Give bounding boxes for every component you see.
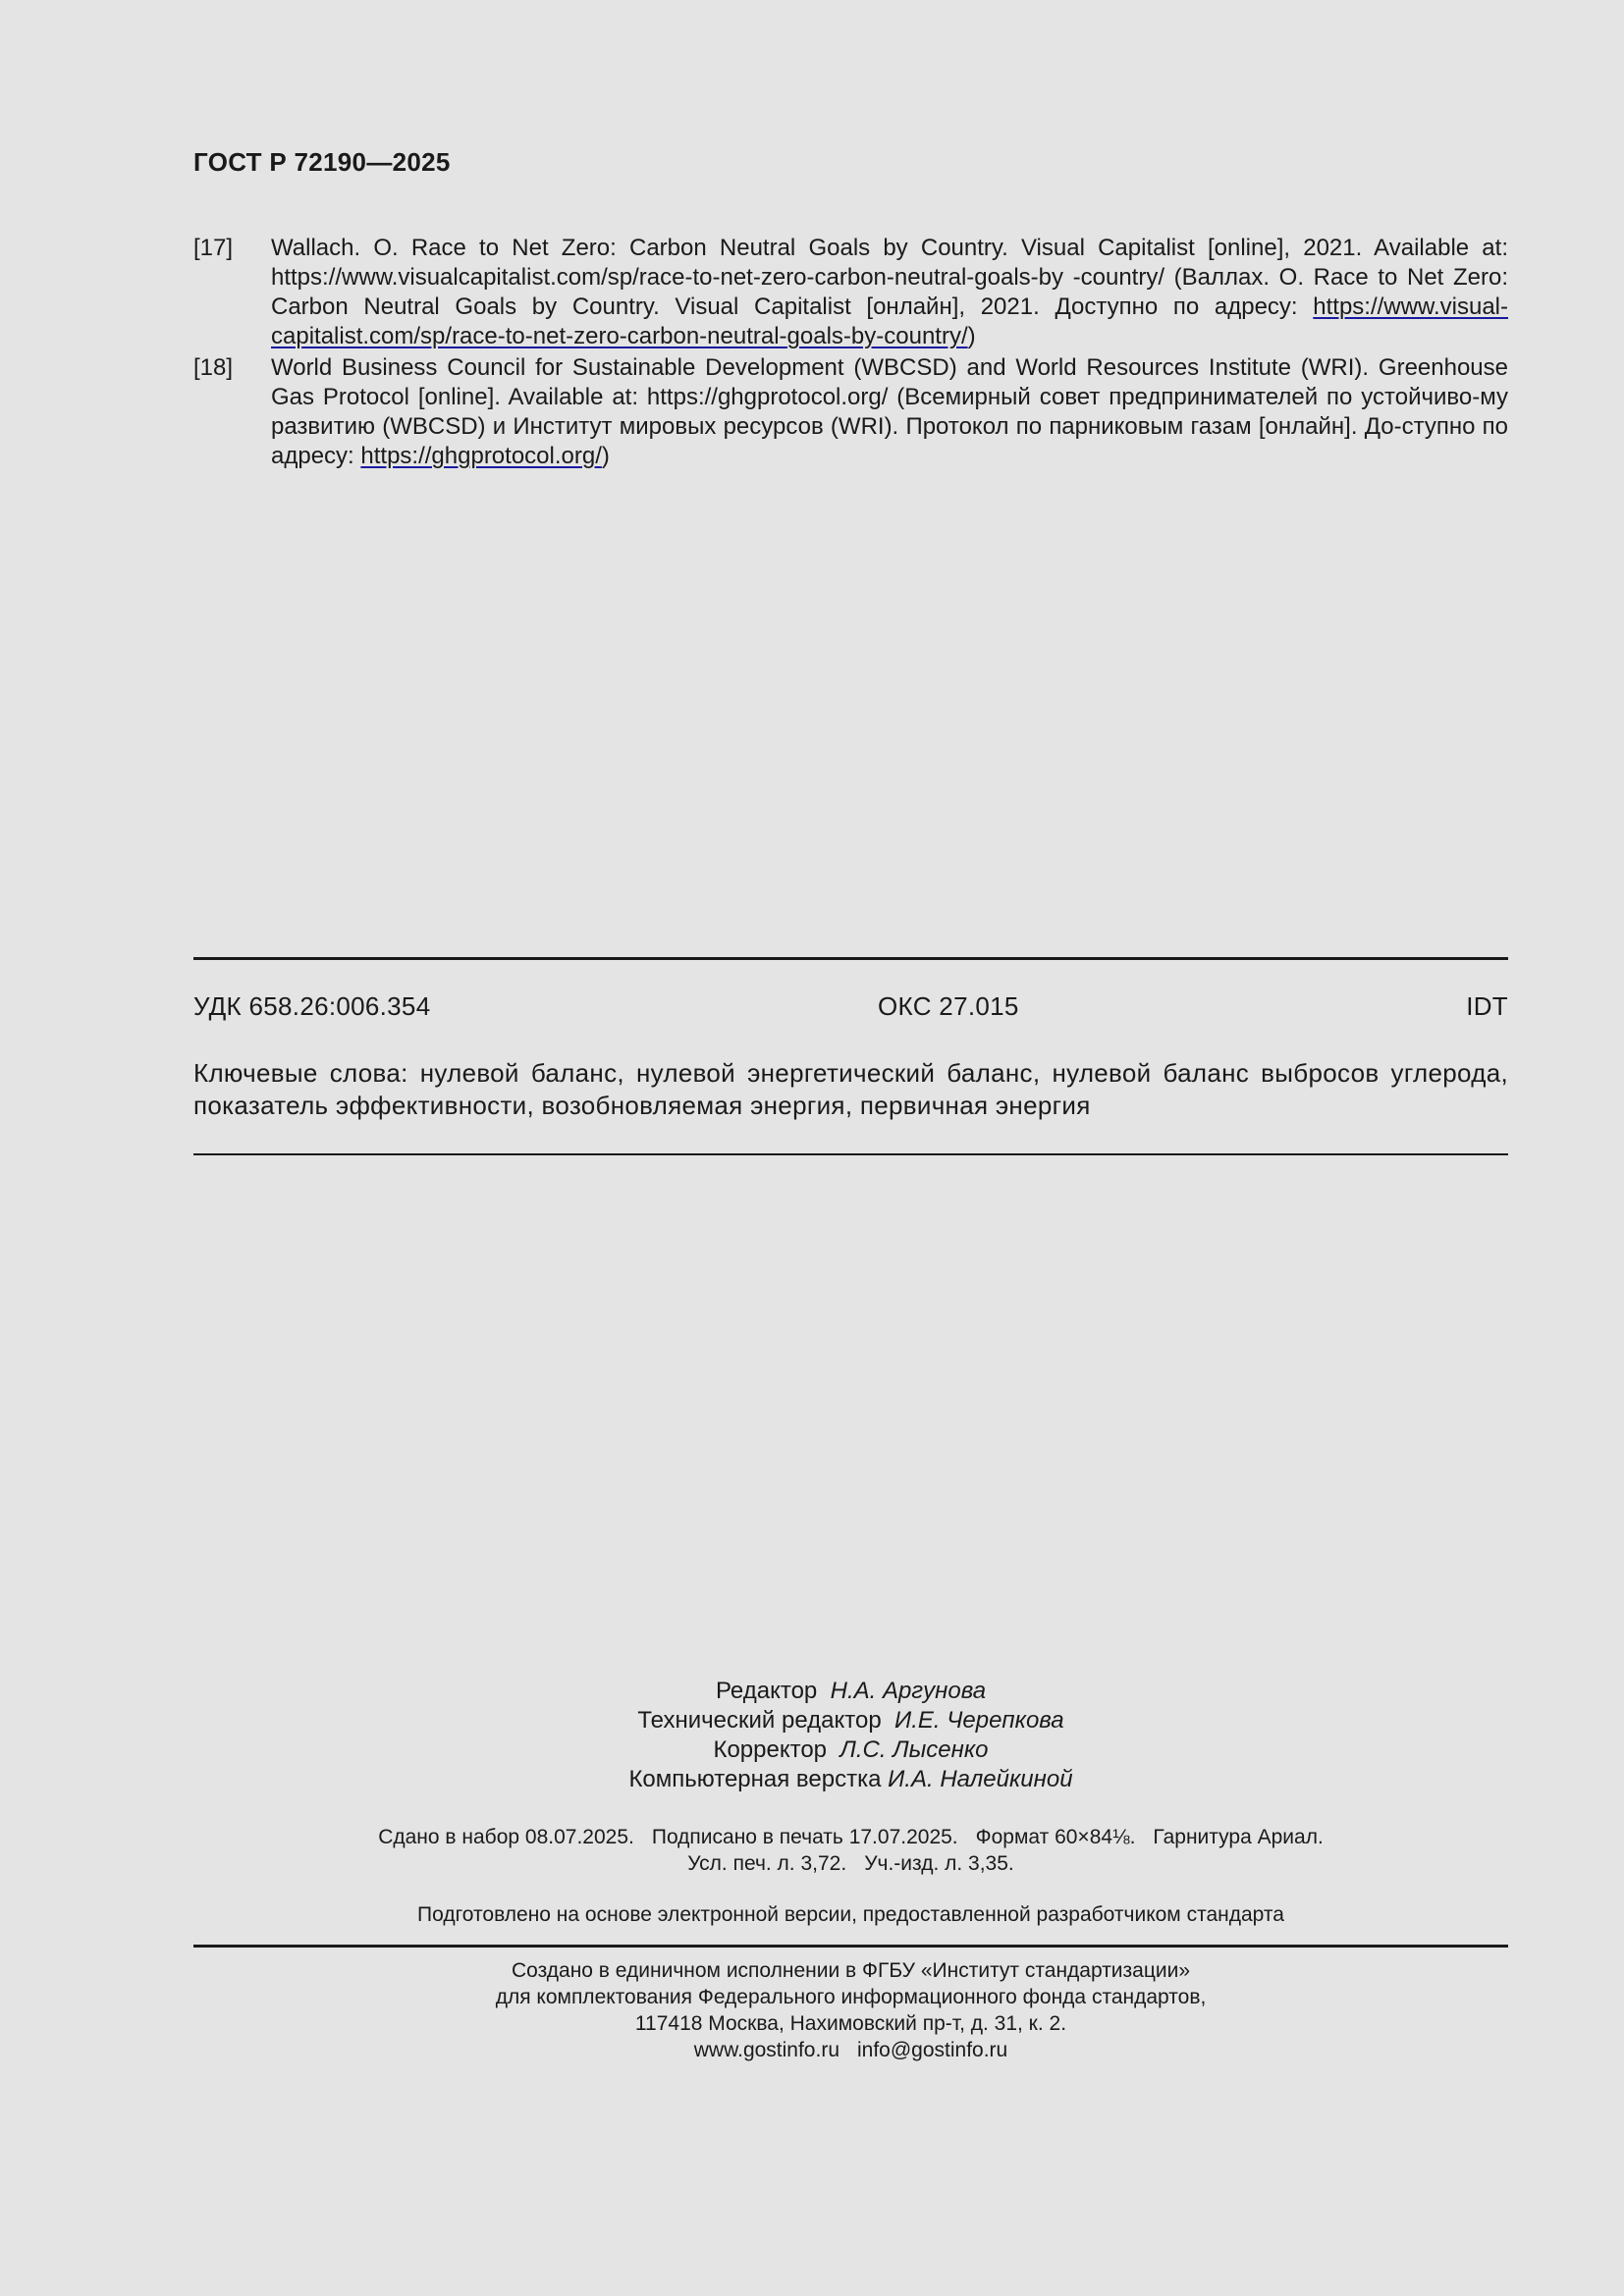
classification-codes	[193, 991, 1508, 1022]
divider	[193, 957, 1508, 960]
reference-text: Wallach. O. Race to Net Zero: Carbon Neutral Goals by Country. Visual Capitalist [online], 2021. Available at: https://www.visualcapitalist.com/sp/race-to-net-zero-carbon-neutral-goals-by -country/ (Валлах. О. Race to Net Zero: Carbon Neutral Goals by Country. Visual Capitalist [онлайн], 2021. Доступно по адресу: https://www.visual-capitalist.com/sp/race-to-net-zero-carbon-neutral-goals-by-country/)	[271, 235, 1508, 349]
document-number: ГОСТ Р 72190—2025	[193, 147, 451, 177]
publisher-footer: Создано в единичном исполнении в ФГБУ «Институт стандартизации» для комплектования Федерального информационного фонда стандартов, 117418 Москва, Нахимовский пр-т, д. 31, к. 2. www.gostinfo.ru info@gostinfo.ru	[495, 1959, 1207, 2061]
email-link[interactable]: info@gostinfo.ru	[857, 2039, 1008, 2061]
reference-link[interactable]: https://www.visual-capitalist.com/sp/race-to-net-zero-carbon-neutral-goals-by-country/	[271, 294, 1508, 349]
oks-code: ОКС 27.015	[878, 991, 1019, 1021]
idt-code: IDT	[1466, 991, 1508, 1021]
prepared-note: Подготовлено на основе электронной версии, предоставленной разработчиком стандарта	[417, 1903, 1284, 1926]
bibliography	[193, 234, 1508, 473]
print-info: Сдано в набор 08.07.2025. Подписано в печать 17.07.2025. Формат 60×84⅛. Гарнитура Ариал. Усл. печ. л. 3,72. Уч.-изд. л. 3,35.	[378, 1826, 1324, 1875]
credit-line: Компьютерная верстка И.А. Налейкиной	[628, 1766, 1073, 1792]
credit-line: Корректор Л.С. Лысенко	[713, 1736, 989, 1763]
reference-number: [17]	[193, 235, 234, 261]
credit-line: Технический редактор И.Е. Черепкова	[637, 1707, 1064, 1734]
reference-item	[193, 353, 1508, 471]
udk-code: УДК 658.26:006.354	[193, 991, 431, 1021]
divider	[193, 1153, 1508, 1155]
reference-number: [18]	[193, 354, 234, 381]
reference-item	[193, 234, 1508, 351]
website-link[interactable]: www.gostinfo.ru	[693, 2039, 839, 2061]
reference-link[interactable]: https://ghgprotocol.org/	[360, 443, 602, 469]
reference-text: World Business Council for Sustainable Development (WBCSD) and World Resources Institute (WRI). Greenhouse Gas Protocol [online]. Available at: https://ghgprotocol.org/ (Всемирный совет предпринимателей по устойчиво-му развитию (WBCSD) и Институт мировых ресурсов (WRI). Протокол по парниковым газам [онлайн]. До-ступно по адресу: https://ghgprotocol.org/)	[271, 354, 1508, 469]
credit-line: Редактор Н.А. Аргунова	[715, 1678, 987, 1704]
credits	[193, 1677, 1508, 1794]
keywords: Ключевые слова: нулевой баланс, нулевой энергетический баланс, нулевой баланс выбросов углерода, показатель эффективности, возобновляемая энергия, первичная энергия	[193, 1058, 1508, 1120]
divider	[193, 1945, 1508, 1948]
